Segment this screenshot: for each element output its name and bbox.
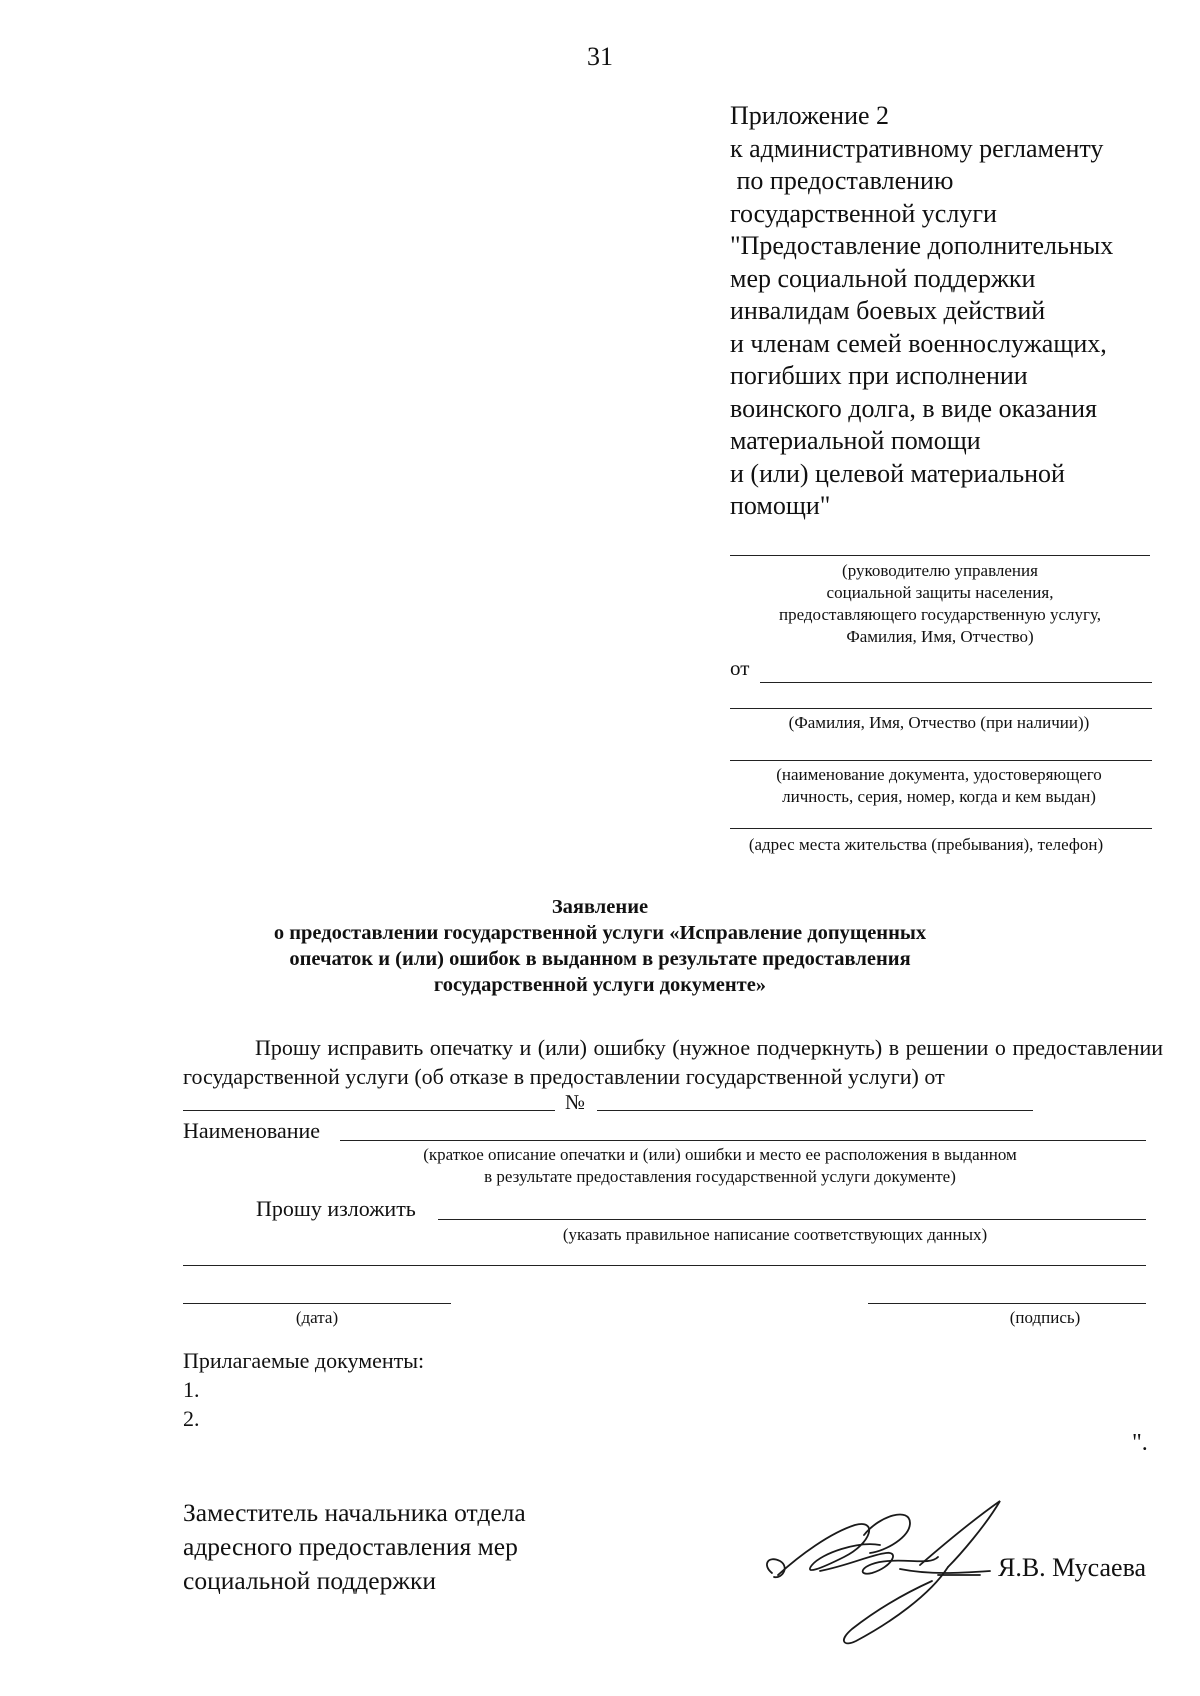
applicant-name-note: (Фамилия, Имя, Отчество (при наличии))	[788, 713, 1090, 732]
appendix-line: государственной услуги	[730, 198, 997, 228]
name-field-line[interactable]	[340, 1140, 1146, 1141]
ask-continuation-line[interactable]	[183, 1265, 1146, 1266]
appendix-line: воинского долга, в виде оказания	[730, 393, 1097, 423]
ask-field-line[interactable]	[438, 1219, 1146, 1220]
appendix-line: к административному регламенту	[730, 133, 1104, 163]
attachments-title: Прилагаемые документы:	[183, 1348, 425, 1373]
decision-date-line[interactable]	[183, 1110, 555, 1111]
appendix-line: мер социальной поддержки	[730, 263, 1036, 293]
appendix-line: и (или) целевой материальной	[730, 458, 1065, 488]
statement-title-line: опечаток и (или) ошибок в выданном в результате предоставления	[289, 948, 911, 970]
attachment-item: 1.	[183, 1377, 200, 1402]
recipient-note-line: социальной защиты населения,	[826, 583, 1054, 602]
short-description-note	[330, 1144, 1110, 1188]
signer-position	[183, 1496, 526, 1598]
appendix-line: "Предоставление дополнительных	[730, 231, 1114, 260]
signer-position-line: Заместитель начальника отдела	[183, 1498, 526, 1527]
short-description-note-line: в результате предоставления государственной услуги документе)	[484, 1167, 956, 1186]
signer-name: Я.В. Мусаева	[998, 1553, 1147, 1582]
statement-title-line: Заявление	[551, 896, 649, 918]
recipient-note	[730, 560, 1150, 648]
ask-note: (указать правильное написание соответствующих данных)	[562, 1225, 988, 1244]
appendix-line: по предоставлению	[730, 166, 954, 195]
attachments	[183, 1346, 424, 1433]
appendix-header	[730, 100, 1170, 523]
short-description-note-line: (краткое описание опечатки и (или) ошибки и место ее расположения в выданном	[423, 1145, 1017, 1164]
appendix-line: материальной помощи	[730, 426, 981, 455]
date-label: (дата)	[295, 1308, 339, 1327]
signature-label: (подпись)	[1009, 1308, 1081, 1327]
appendix-line: инвалидам боевых действий	[730, 296, 1046, 325]
attachment-item: 2.	[183, 1406, 200, 1431]
request-paragraph: Прошу исправить опечатку и (или) ошибку (нужное подчеркнуть) в решении о предоставлении государственной услуги (об отказе в предоставлении государственной услуги) от	[183, 1035, 1163, 1089]
from-field-line[interactable]	[760, 682, 1152, 683]
identity-document-line[interactable]	[730, 760, 1152, 761]
recipient-note-line: предоставляющего государственную услугу,	[778, 605, 1102, 624]
identity-document-note-line: личность, серия, номер, когда и кем выдан)	[782, 787, 1096, 806]
page-number: 31	[587, 42, 613, 71]
identity-document-note-line: (наименование документа, удостоверяющего	[776, 765, 1102, 784]
appendix-line: и членам семей военнослужащих,	[730, 328, 1107, 358]
statement-title	[200, 894, 1000, 998]
identity-document-note	[730, 764, 1148, 808]
date-line[interactable]	[183, 1303, 451, 1304]
address-line[interactable]	[730, 828, 1152, 829]
signer-position-line: адресного предоставления мер	[183, 1532, 518, 1561]
appendix-line: погибших при исполнении	[730, 361, 1028, 390]
appendix-line: Приложение 2	[730, 101, 890, 130]
number-sign: №	[565, 1090, 586, 1114]
statement-title-line: о предоставлении государственной услуги «Исправление допущенных	[273, 922, 927, 944]
from-label: от	[730, 656, 750, 680]
recipient-line	[730, 555, 1150, 556]
appendix-line: помощи"	[730, 491, 831, 520]
address-note: (адрес места жительства (пребывания), телефон)	[748, 835, 1104, 854]
statement-title-line: государственной услуги документе»	[433, 974, 767, 996]
closing-quote-mark: ".	[1132, 1430, 1148, 1456]
applicant-name-line[interactable]	[730, 708, 1152, 709]
signature-line[interactable]	[868, 1303, 1146, 1304]
recipient-note-line: (руководителю управления	[842, 561, 1038, 580]
ask-label: Прошу изложить	[256, 1196, 416, 1221]
recipient-note-line: Фамилия, Имя, Отчество)	[846, 627, 1034, 646]
decision-number-line[interactable]	[597, 1110, 1033, 1111]
signer-position-line: социальной поддержки	[183, 1566, 437, 1595]
name-label: Наименование	[183, 1118, 321, 1143]
